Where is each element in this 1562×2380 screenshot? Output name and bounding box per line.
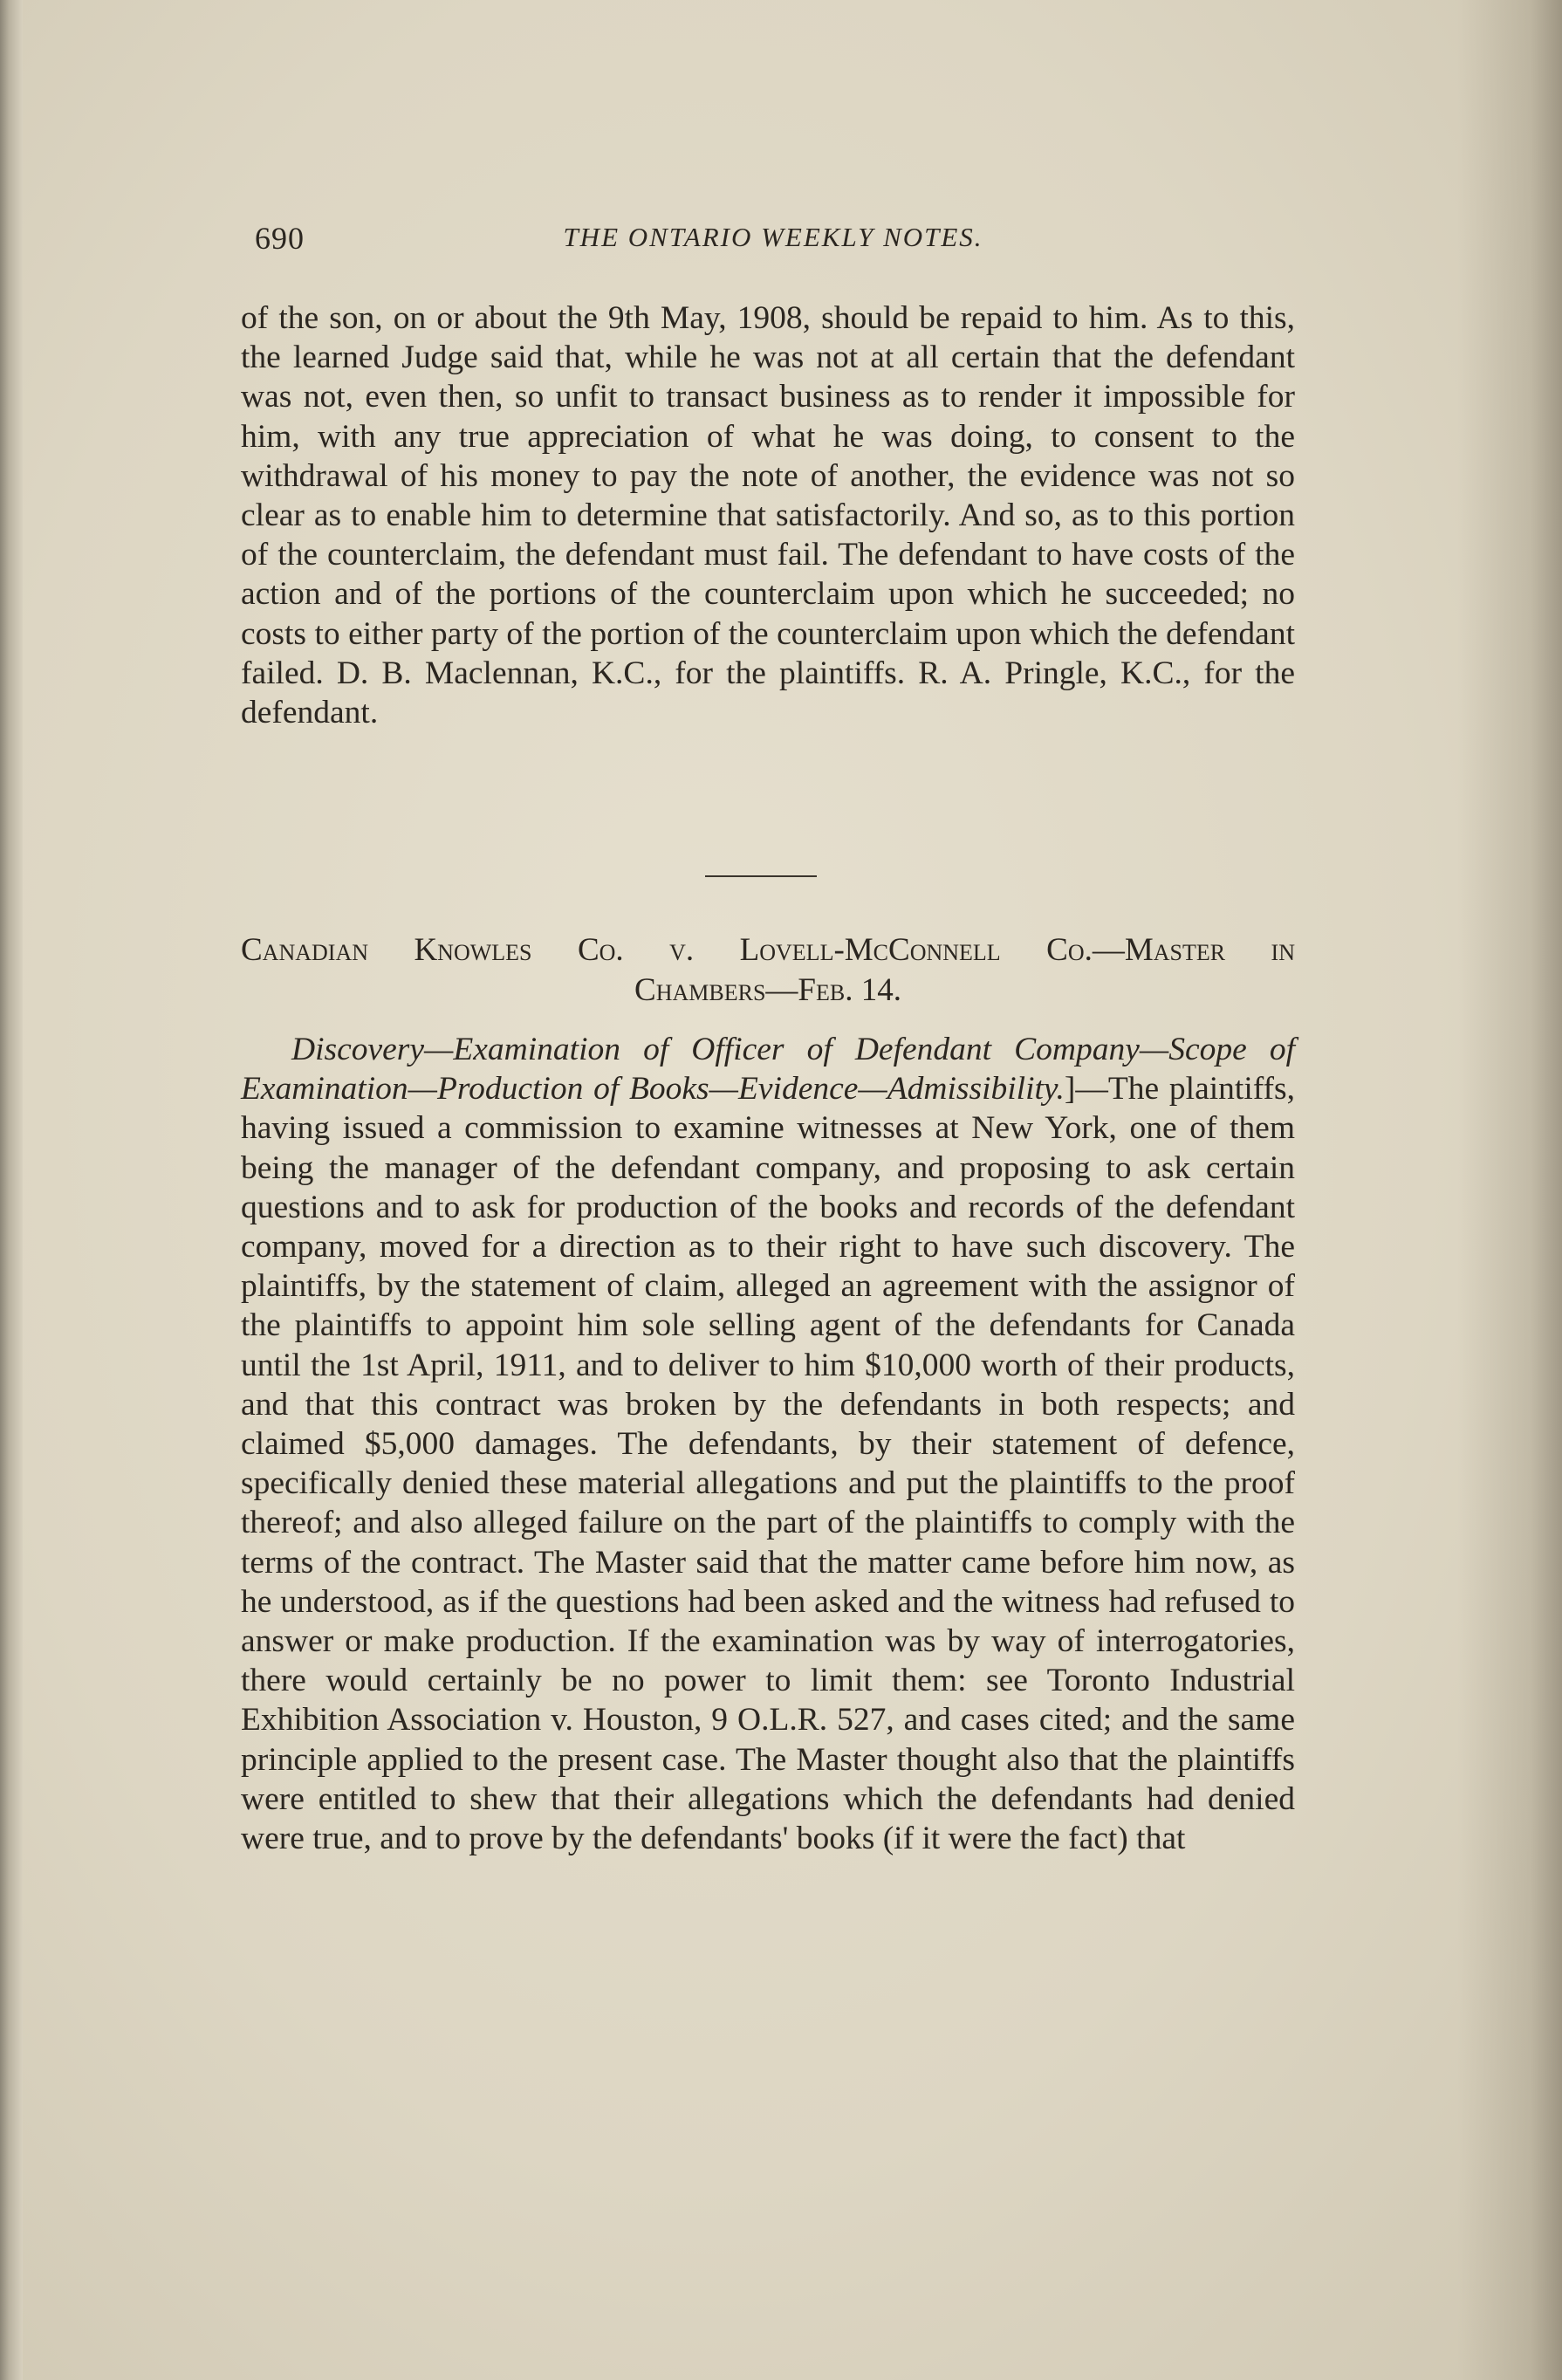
running-header: [255, 220, 1291, 264]
page-shadow: [1457, 0, 1562, 2380]
case-headnote: Discovery—Examination of Officer of Defendant Company—Scope of Examination—Production of Books—Evidence—Admissibility.: [241, 1032, 1295, 1108]
case-heading: [241, 930, 1295, 1011]
case-body: ]—The plaintiffs, having issued a commission to examine witnesses at New York, one of them being the manager of the defendant company, and proposing to ask certain questions and to ask for production of the books and records of the defendant company, moved for a direction as to their right to have such discovery. The plaintiffs, by the statement of claim, alleged an agreement with the assignor of the plaintiffs to appoint him sole selling agent of the defendants for Canada until the 1st April, 1911, and to deliver to him $10,000 worth of their products, and that this contract was broken by the defendants in both respects; and claimed $5,000 damages. The defendants, by their statement of defence, specifically denied these material allegations and put the plaintiffs to the proof thereof; and also alleged failure on the part of the plaintiffs to comply with the terms of the contract. The Master said that the matter came before him now, as he understood, as if the questions had been asked and the witness had refused to answer or make production. If the examination was by way of interrogatories, there would certainly be no power to limit them: see Toronto Industrial Exhibition Association v. Houston, 9 O.L.R. 527, and cases cited; and the same principle applied to the present case. The Master thought also that the plaintiffs were entitled to shew that their allegations which the defendants had denied were true, and to prove by the defendants' books (if it were the fact) that: [241, 1071, 1295, 1857]
case-title-line-2: Chambers—Feb. 14.: [634, 972, 901, 1008]
case-paragraph: [241, 1030, 1295, 1858]
running-title: THE ONTARIO WEEKLY NOTES.: [563, 222, 983, 252]
page-number: 690: [255, 221, 305, 256]
section-divider: [705, 875, 817, 877]
page-binding-edge: [0, 0, 23, 2380]
case-title-line-1: Canadian Knowles Co. v. Lovell-McConnell Co.—Master in: [241, 932, 1295, 968]
continuation-paragraph: of the son, on or about the 9th May, 1908, should be repaid to him. As to this, the learned Judge said that, while he was not at all certain that the defendant was not, even then, so unfit to transact business as to render it impossible for him, with any true appreciation of what he was doing, to consent to the withdrawal of his money to pay the note of another, the evidence was not so clear as to enable him to determine that satisfactorily. And so, as to this portion of the counterclaim, the defendant must fail. The defendant to have costs of the action and of the portions of the counterclaim upon which he succeeded; no costs to either party of the portion of the counterclaim upon which the defendant failed. D. B. Maclennan, K.C., for the plaintiffs. R. A. Pringle, K.C., for the defendant.: [241, 300, 1295, 731]
